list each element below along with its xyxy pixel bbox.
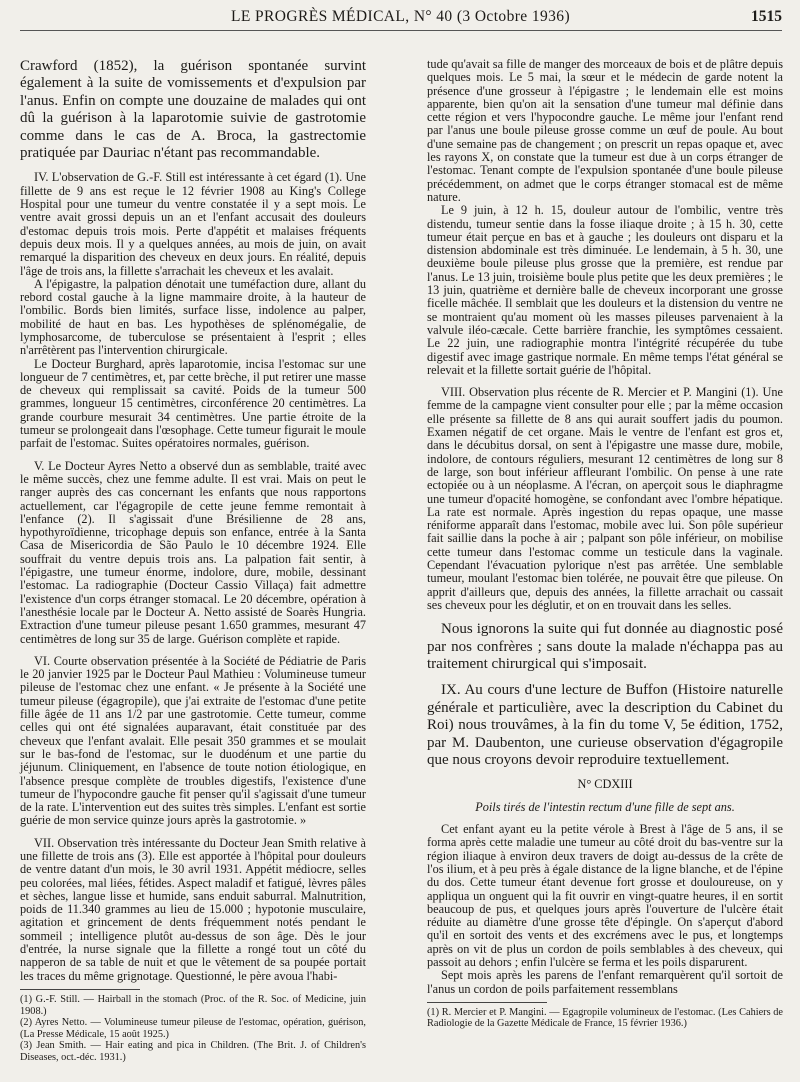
page-header	[20, 0, 782, 36]
page-number: 1515	[751, 8, 782, 25]
footnote-rule	[20, 989, 140, 990]
footnote-1: (1) G.-F. Still. — Hairball in the stomach (Proc. of the R. Soc. of Medicine, juin 1908.)	[20, 993, 366, 1017]
paragraph-nous-ignorons: Nous ignorons la suite qui fut donnée au diagnostic posé par nos confrères ; sans doute la malade n'échappa pas au traitement chirurgical qui s'imposait.	[427, 621, 783, 672]
footnote-2: (2) Ayres Netto. — Volumineuse tumeur pileuse de l'estomac, opération, guérison, (La Presse Médicale, 15 août 1925.)	[20, 1017, 366, 1040]
paragraph-observation-iv: IV. L'observation de G.-F. Still est intéressante à cet égard (1). Une fillette de 9 ans est reçue le 12 février 1908 au King's College Hospital pour une tumeur du ventre constatée il y a sept mois. Le ventre avait grossi depuis un an et l'enfant accusait des douleurs d'estomac depuis trois mois. Perte d'appétit et malaises fréquents depuis deux mois. Il y a quelques années, au mois de juin, on avait remarqué la disparition des cheveux en deux jours. En réalité, depuis l'âge de trois ans, la fillette s'arrachait les cheveux et les avalait.	[20, 170, 366, 278]
right-column	[427, 58, 783, 1030]
paragraph-observation-v: V. Le Docteur Ayres Netto a observé dun as semblable, traité avec le même succès, chez une femme adulte. Il est vrai. Mais on peut le ranger auprès des cas concernant les enfants que nous rapportons actuellement, car l'égagropile de cette jeune femme remontait à l'enfance (2). Il s'agissait d'une Brésilienne de 28 ans, hypothyroïdienne, tricophage depuis son enfance, entrée à la Santa Casa de Misericordia de São Paulo le 10 décembre 1924. Elle souffrait du ventre depuis trois ans. La palpation fait sentir, à l'épigastre, une tumeur énorme, indolore, dure, mobile, dessinant l'estomac. La radiographie (Docteur Cassio Villaça) fait admettre l'existence d'un corps étranger stomacal. Le 20 décembre, opération à l'anesthésie locale par le Docteur A. Netto assisté de Soarès Hungria. Extraction d'une tumeur pileuse pesant 1.650 grammes, mesurant 47 centimètres de long sur 35 de large. Guérison complète et rapide.	[20, 458, 366, 646]
paragraph-observation-vii: VII. Observation très intéressante du Docteur Jean Smith relative à une fillette de trois ans (3). Elle est apportée à l'hôpital pour douleurs de ventre datant d'un mois, le 30 avril 1931. Appétit médiocre, selles peu colorées, mal liées, fétides. Aspect maladif et fatigué, lèvres pâles et sèches, langue lisse et humide, sans enduit saburral. Malnutrition, poids de 11.340 grammes au lieu de 15.000 ; hypotonie musculaire, agitation et grincement de dents fréquemment notés pendant le sommeil ; intelligence plutôt au-dessus de son âge. Dès le jour d'entrée, la nurse signale que la fillette a rongé tout un côté du napperon de sa table de nuit et que le vêtement de sa poupée portait les traces du même grignotage. Questionné, le père avoua l'habi-	[20, 835, 366, 983]
paragraph-observation-ix: IX. Au cours d'une lecture de Buffon (Histoire naturelle générale et particulière, avec la description du Cabinet du Roi) nous trouvâmes, à la fin du tome V, 5e édition, 1752, par M. Daubenton, une curieuse observation d'égagropile que nous croyons devoir reproduire textuellement.	[427, 682, 783, 769]
paragraph-observation-vi: VI. Courte observation présentée à la Société de Pédiatrie de Paris le 20 janvier 1925 par le Docteur Paul Mathieu : Volumineuse tumeur pileuse de l'estomac chez une enfant. « Je présente à la Société une tumeur pileuse (égagropile), que j'ai extraite de l'estomac d'une petite fille âgée de 11 ans 1/2 par une gastrotomie. Cette tumeur, comme celles qui ont été signalées auparavant, était constituée par des cheveux que l'enfant avalait. Elle pesait 350 grammes et se moulait sur le bas-fond de l'estomac, sur le duodénum et une partie du jéjunum. Cliniquement, en l'absence de toute notion étiologique, en l'absence presque complète de troubles digestifs, l'existence d'une tumeur de l'hypocondre gauche fit penser qu'il s'agissait d'une tumeur de la rate. L'intervention eut des suites très simples. L'enfant est sortie guérie de mon service quinze jours après la gastrotomie. »	[20, 653, 366, 828]
paragraph-crawford: Crawford (1852), la guérison spontanée survint également à la suite de vomissements et d'expulsion par l'anus. Enfin on compte une douzaine de malades qui ont dû la guérison à la laparotomie suivie de gastrotomie comme dans le cas de A. Broca, la gastrectomie pratiquée par Dauriac n'étant pas recommandable.	[20, 58, 366, 162]
footnote-rule-right	[427, 1002, 547, 1003]
journal-title: LE PROGRÈS MÉDICAL, N° 40 (3 Octobre 1936)	[231, 8, 570, 25]
paragraph-sept-mois: Sept mois après les parens de l'enfant remarquèrent qu'il sortoit de l'anus un cordon de poils parfaitement ressemblans	[427, 968, 783, 996]
footnote-right-1: (1) R. Mercier et P. Mangini. — Egagropile volumineux de l'estomac. (Les Cahiers de Radiologie de la Gazette Médicale de France, 15 février 1936.)	[427, 1006, 783, 1030]
paragraph-continuation: tude qu'avait sa fille de manger des morceaux de bois et de plâtre depuis quelques mois. Le 5 mai, la sœur et le médecin de garde notent la présence d'une grosseur à l'épigastre ; le lendemain elle est moins apparente, bien qu'on ait la sensation d'une tumeur mal définie dans cette région et vers l'hypocondre gauche. Le même jour l'enfant rend par l'anus une boule pileuse grosse comme un œuf de poule. Au bout d'une semaine pas de changement ; on prescrit un repas opaque et, avec les rayons X, on constate que la tumeur est due à un corps étranger de l'estomac. Tenant compte de l'expulsion spontanée d'une boule pileuse précédemment, on admet que le corps étranger stomacal est de même nature.	[427, 57, 783, 204]
footnote-3: (3) Jean Smith. — Hair eating and pica in Children. (The Brit. J. of Children's Diseases, oct.-déc. 1931.)	[20, 1040, 366, 1063]
section-subheading: Poils tirés de l'intestin rectum d'une fille de sept ans.	[475, 799, 735, 814]
left-column	[20, 58, 366, 1064]
section-heading: N° CDXIII	[577, 777, 633, 792]
paragraph-9-juin: Le 9 juin, à 12 h. 15, douleur autour de l'ombilic, ventre très distendu, tumeur sentie dans la fosse iliaque droite ; à 15 h. 30, cette tumeur était perçue en bas et à gauche ; les douleurs ont disparu et la distension abdominale est très diminuée. Le lendemain, à 5 h. 30, une deuxième boule pileuse plus grosse que la première, est rendue par l'anus. Le 13 juin, troisième boule plus petite que les deux premières ; le 13 juin, quatrième et dernière balle de cheveux incorporant une grosse ficelle mâchée. Il semblait que les douleurs et la distension du ventre ne se montraient qu'au moment où les masses pileuses parvenaient à la valvule iléo-cæcale. Cette barrière franchie, les symptômes cessaient. Le 22 juin, une radiographie montra l'intégrité récupérée du tube digestif avec image gastrique normale. En même temps l'état général se relevait et la fillette sortait guérie de l'hôpital.	[427, 203, 783, 377]
paragraph-burghard: Le Docteur Burghard, après laparotomie, incisa l'estomac sur une longueur de 7 centimètres, et, par cette brèche, il put retirer une masse de cheveux qui remplissait sa cavité. Poids de la tumeur 500 grammes, longueur 15 centimètres, circonférence 20 centimètres. La grande courbure mesurait 34 centimètres. Une partie étroite de la tumeur se prolongeait dans l'œsophage. Cette tumeur figurait le moule parfait de l'estomac. Suites opératoires normales, guérison.	[20, 356, 366, 451]
header-rule	[20, 30, 782, 31]
paragraph-epigastre: A l'épigastre, la palpation dénotait une tuméfaction dure, allant du rebord costal gauche à la ligne mammaire droite, à la hauteur de l'ombilic. Bords bien limités, surface lisse, indolence au palper, mobilité de haut en bas. Les hypothèses de splénomégalie, de lymphosarcome, de tuberculose se présentaient à l'esprit ; elles n'arrêtèrent pas l'intervention chirurgicale.	[20, 276, 366, 358]
paragraph-observation-viii: VIII. Observation plus récente de R. Mercier et P. Mangini (1). Une femme de la campagne vient consulter pour elle ; par la même occasion elle présente sa fillette de 8 ans qui aurait souffert jadis du poumon. Examen négatif de cet organe. Mais le ventre de l'enfant est gros et, dans le décubitus dorsal, on sent à l'épigastre une masse dure, mobile, indolore, de contours réguliers, mesurant 12 centimètres de long sur 8 de large, son bout inférieur affleurant l'ombilic. On pense à une rate ectopiée ou à un néoplasme. A l'écran, on aperçoit sous le diaphragme une tumeur d'opacité homogène, se confondant avec l'ombre hépatique. La rate est normale. Après ingestion du repas opaque, une masse réniforme apparaît dans l'estomac, mobile avec lui. Son pôle supérieur fait saillie dans la poche à air ; palpant son pôle inférieur, on mobilise cette tumeur dans l'estomac comme un testicule dans la vaginale. Cependant l'évacuation pylorique n'est pas arrêtée. Une semblable tumeur, moulant l'estomac bien tolérée, ne pouvait être que pileuse. On apprit d'ailleurs que, depuis des années, la fillette arrachait ou cassait ses cheveux pour les déglutir, et on en trouvait dans les selles.	[427, 385, 783, 612]
paragraph-buffon-quote: Cet enfant ayant eu la petite vérole à Brest à l'âge de 5 ans, il se forma après cette maladie une tumeur au côté droit du bas-ventre sur la région iliaque à environ deux travers de doigt au-dessus de la crête de l'os ilium, et à peu près à égale distance de la ligne blanche, et de l'épine du dos. Cette tumeur étant devenue fort grosse et douloureuse, on y appliqua un onguent qui la fit ouvrir en vingt-quatre heures, il en sortit beaucoup de pus, et quelques jours après l'ouverture de l'ulcère était réduite au diamètre d'une grosse tête d'épingle. On s'aperçut d'abord qu'il en sortoit des vents et des excrémens avec le pus, et longtemps après on vit de plus un cordon de poils semblables à des cheveux, qui passoit au dehors ; enfin l'ulcère se ferma et les poils disparurent.	[427, 822, 783, 969]
